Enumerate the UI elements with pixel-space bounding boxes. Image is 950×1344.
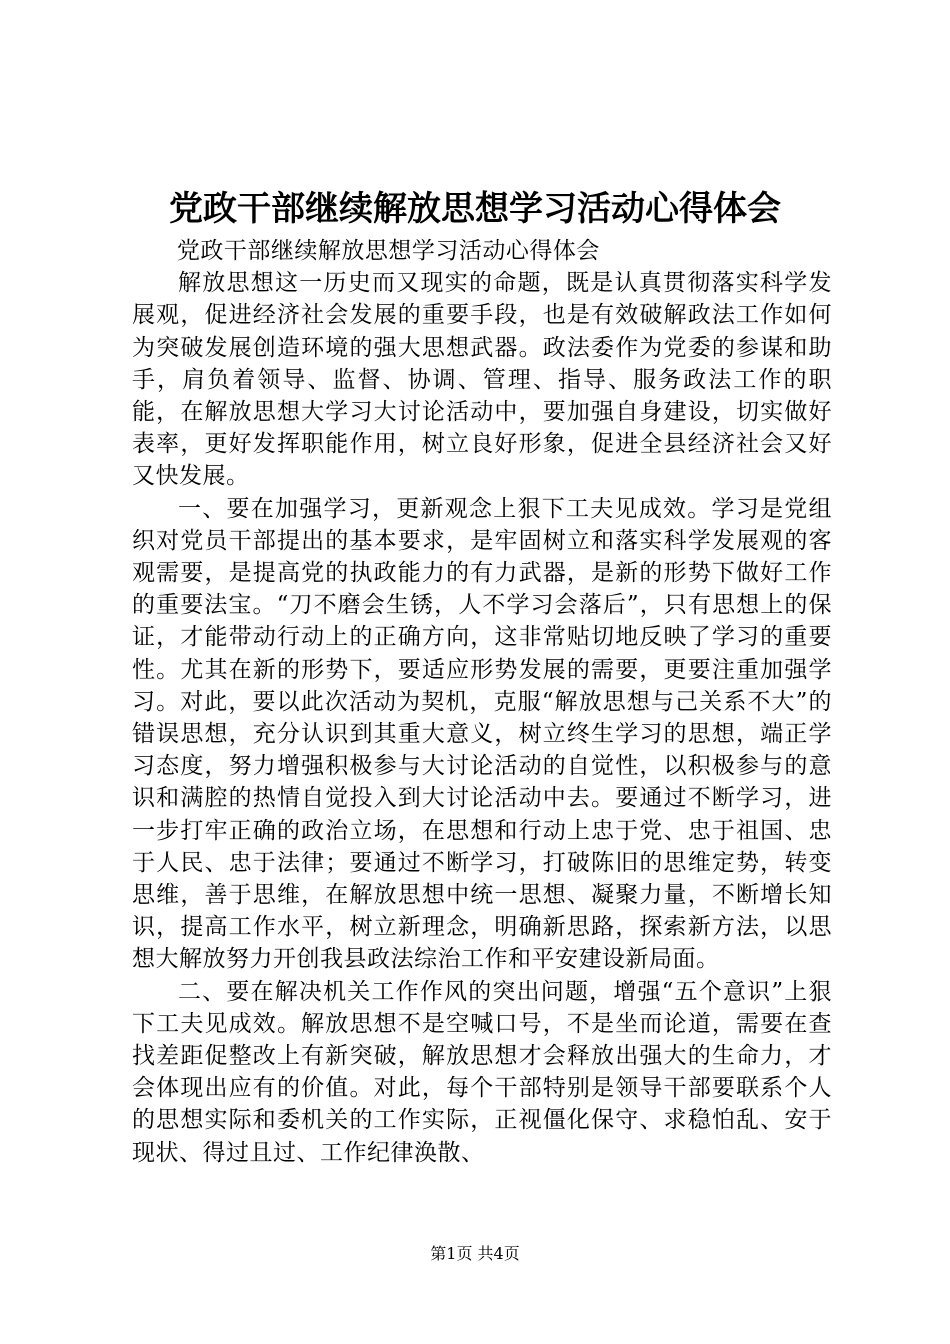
body-paragraph: 解放思想这一历史而又现实的命题，既是认真贯彻落实科学发展观，促进经济社会发展的重要手段，也是有效破解政法工作如何为突破发展创造环境的强大思想武器。政法委作为党委的参谋和助手，肩负着领导、监督、协调、管理、指导、服务政法工作的职能，在解放思想大学习大讨论活动中，要加强自身建设，切实做好表率，更好发挥职能作用，树立良好形象，促进全县经济社会又好又快发展。 — [132, 270, 832, 490]
document-title: 党政干部继续解放思想学习活动心得体会 — [169, 189, 781, 229]
body-paragraph: 二、要在解决机关工作作风的突出问题，增强“五个意识”上狠下工夫见成效。解放思想不是空喊口号，不是坐而论道，需要在查找差距促整改上有新突破，解放思想才会释放出强大的生命力，才会体现出应有的价值。对此，每个干部特别是领导干部要联系个人的思想实际和委机关的工作实际，正视僵化保守、求稳怕乱、安于现状、得过且过、工作纪律涣散、 — [132, 978, 832, 1166]
body-paragraph: 一、要在加强学习，更新观念上狠下工夫见成效。学习是党组织对党员干部提出的基本要求，是牢固树立和落实科学发展观的客观需要，是提高党的执政能力的有力武器，是新的形势下做好工作的重要法宝。“刀不磨会生锈，人不学习会落后”，只有思想上的保证，才能带动行动上的正确方向，这非常贴切地反映了学习的重要性。尤其在新的形势下，要适应形势发展的需要，更要注重加强学习。对此，要以此次活动为契机，克服“解放思想与己关系不大”的错误思想，充分认识到其重大意义，树立终生学习的思想，端正学习态度，努力增强积极参与大讨论活动的自觉性，以积极参与的意识和满腔的热情自觉投入到大讨论活动中去。要通过不断学习，进一步打牢正确的政治立场，在思想和行动上忠于党、忠于祖国、忠于人民、忠于法律；要通过不断学习，打破陈旧的思维定势，转变思维，善于思维，在解放思想中统一思想、凝聚力量，不断增长知识，提高工作水平，树立新理念，明确新思路，探索新方法，以思想大解放努力开创我县政法综治工作和平安建设新局面。 — [132, 495, 832, 973]
document-body — [132, 235, 832, 1169]
page-footer: 第1页 共4页 — [430, 1244, 520, 1263]
body-subtitle: 党政干部继续解放思想学习活动心得体会 — [176, 238, 600, 264]
